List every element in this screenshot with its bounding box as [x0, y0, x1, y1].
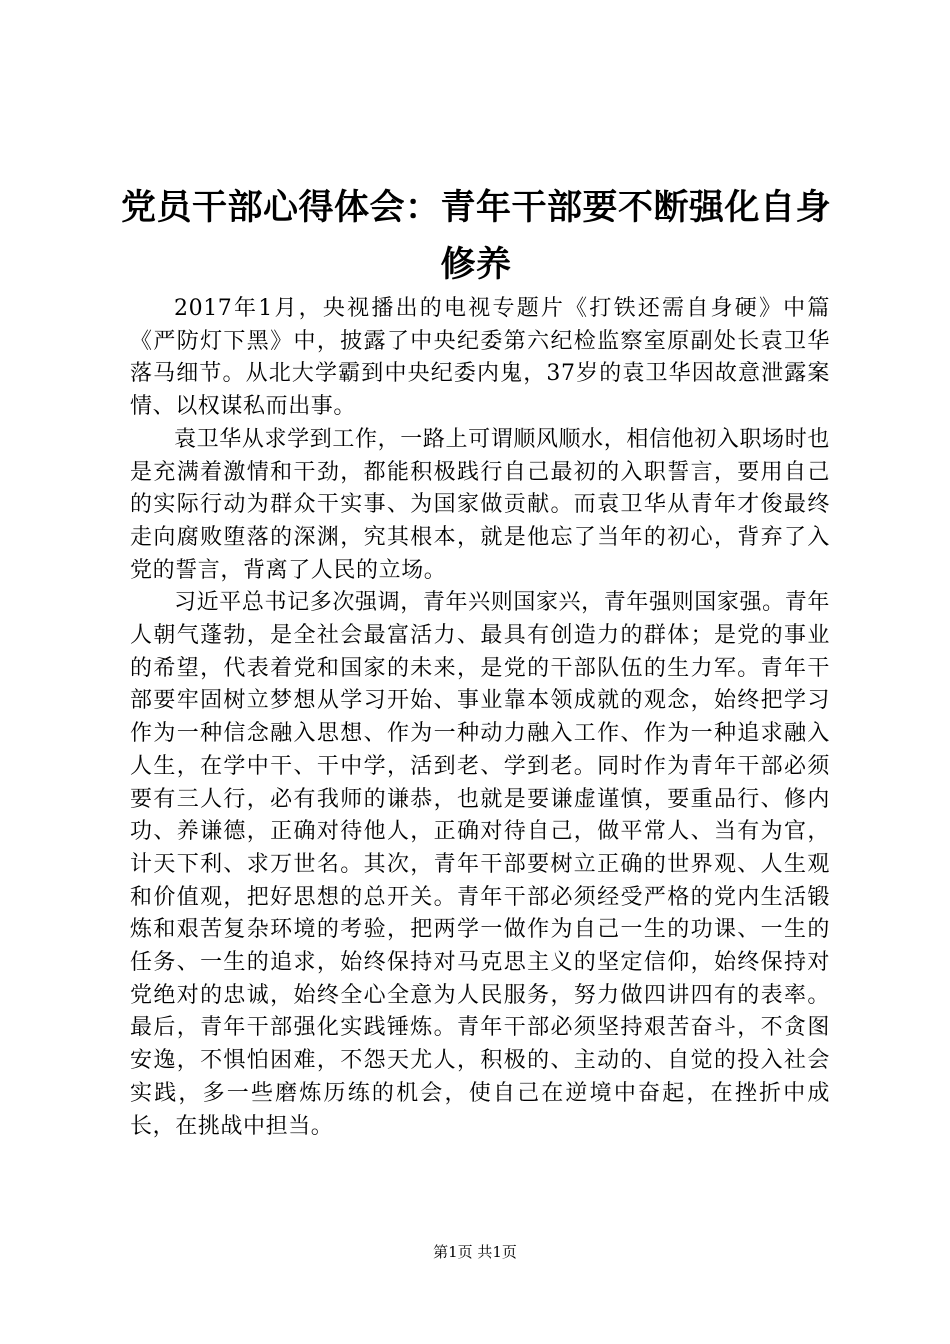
paragraph-3: 习近平总书记多次强调，青年兴则国家兴，青年强则国家强。青年人朝气蓬勃，是全社会最富活力、最具有创造力的群体；是党的事业的希望，代表着党和国家的未来，是党的干部队伍的生力军。青年干部要牢固树立梦想从学习开始、事业靠本领成就的观念，始终把学习作为一种信念融入思想、作为一种动力融入工作、作为一种追求融入人生，在学中干、干中学，活到老、学到老。同时作为青年干部必须要有三人行，必有我师的谦恭，也就是要谦虚谨慎，要重品行、修内功、养谦德，正确对待他人，正确对待自己，做平常人、当有为官，计天下利、求万世名。其次，青年干部要树立正确的世界观、人生观和价值观，把好思想的总开关。青年干部必须经受严格的党内生活锻炼和艰苦复杂环境的考验，把两学一做作为自己一生的功课、一生的任务、一生的追求，始终保持对马克思主义的坚定信仰，始终保持对党绝对的忠诚，始终全心全意为人民服务，努力做四讲四有的表率。最后，青年干部强化实践锤炼。青年干部必须坚持艰苦奋斗，不贪图安逸，不惧怕困难，不怨天尤人，积极的、主动的、自觉的投入社会实践，多一些磨炼历练的机会，使自己在逆境中奋起，在挫折中成长，在挑战中担当。: [130, 590, 830, 1139]
document-title: 党员干部心得体会：青年干部要不断强化自身修养: [120, 188, 831, 285]
document-body: [130, 293, 830, 1143]
paragraph-2: 袁卫华从求学到工作，一路上可谓顺风顺水，相信他初入职场时也是充满着激情和干劲，都能积极践行自己最初的入职誓言，要用自己的实际行动为群众干实事、为国家做贡献。而袁卫华从青年才俊最终走向腐败堕落的深渊，究其根本，就是他忘了当年的初心，背弃了入党的誓言，背离了人民的立场。: [130, 426, 830, 583]
page-number-footer: 第1页 共1页: [433, 1243, 517, 1261]
paragraph-1: 2017年1月，央视播出的电视专题片《打铁还需自身硬》中篇《严防灯下黑》中，披露了中央纪委第六纪检监察室原副处长袁卫华落马细节。从北大学霸到中央纪委内鬼，37岁的袁卫华因故意泄露案情、以权谋私而出事。: [130, 296, 830, 420]
